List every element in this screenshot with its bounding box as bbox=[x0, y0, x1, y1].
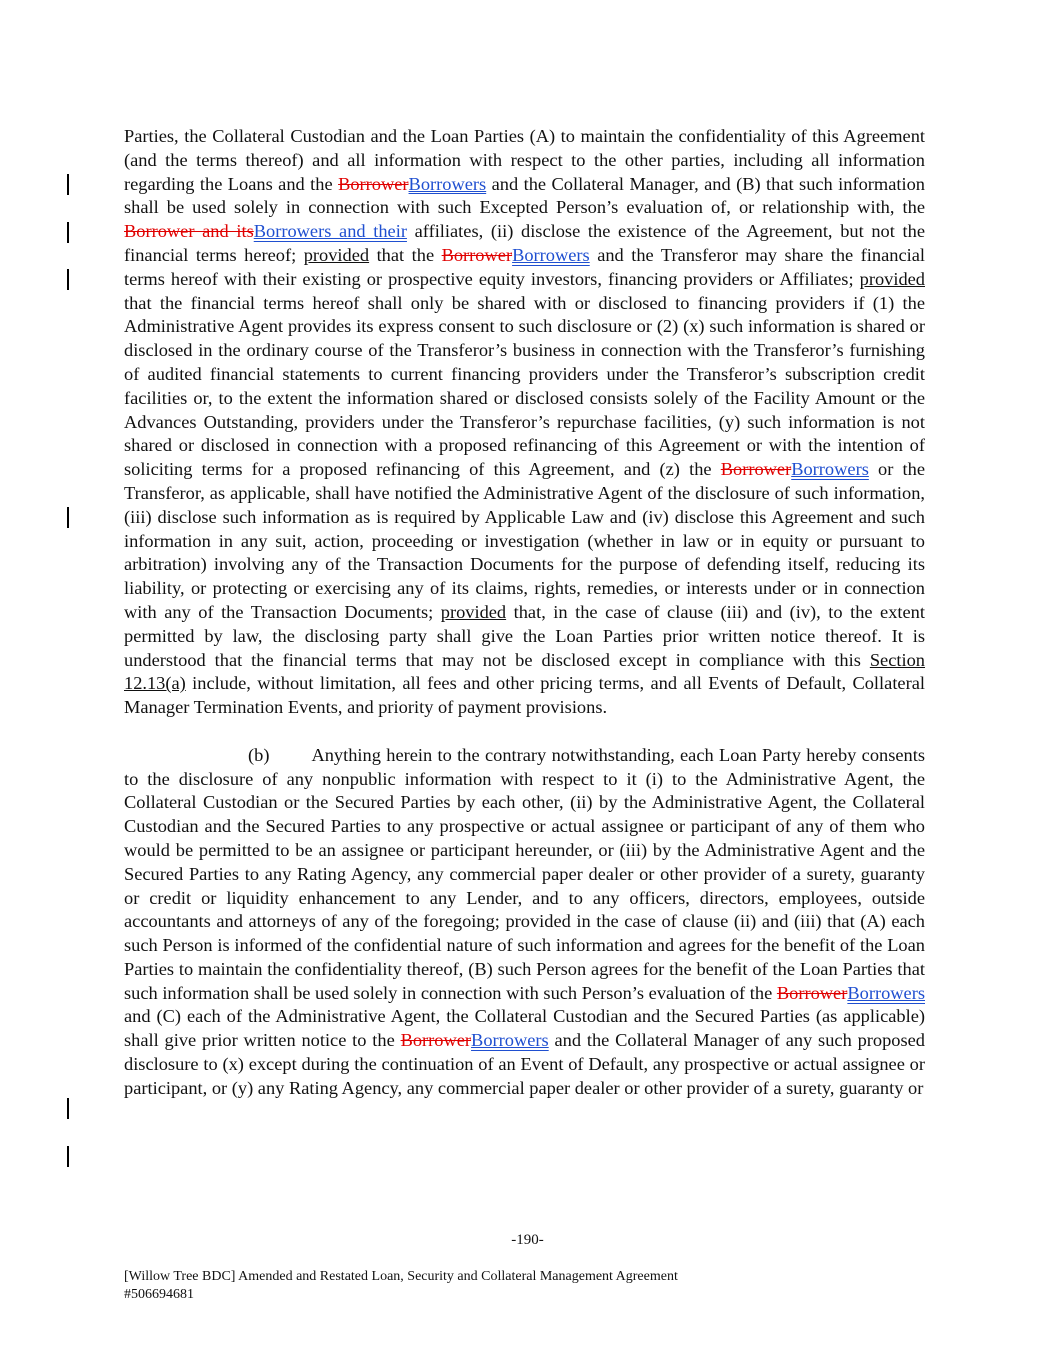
revision-bar bbox=[67, 507, 69, 528]
text-run: affiliates, (ii) disclose the existence of the Agreement, but not the financial terms hereof; bbox=[124, 221, 925, 265]
paragraph-a bbox=[124, 125, 925, 720]
deleted-text: Borrower and its bbox=[124, 221, 254, 242]
inserted-text: Borrowers bbox=[791, 459, 869, 480]
underlined-term: provided bbox=[440, 601, 507, 622]
revision-bar bbox=[67, 174, 69, 195]
footer-title: [Willow Tree BDC] Amended and Restated Loan, Security and Collateral Management Agreement bbox=[124, 1269, 678, 1284]
revision-bar bbox=[67, 269, 69, 290]
footer-doc-id: #506694681 bbox=[124, 1287, 194, 1302]
revision-bar bbox=[67, 1098, 69, 1119]
deleted-text: Borrower bbox=[400, 1030, 472, 1051]
clause-label: (b) bbox=[248, 744, 270, 765]
underlined-term: provided bbox=[303, 244, 370, 265]
inserted-text: Borrowers and their bbox=[253, 221, 407, 242]
body-text bbox=[124, 125, 925, 1101]
text-run: Parties, the Collateral Custodian and the Loan Parties (A) to maintain the confidentiality of this Agreement (and the terms thereof) and all information with respect to the other parties, including all information regarding the Loans and the bbox=[124, 126, 925, 194]
text-run: Anything herein to the contrary notwithstanding, each Loan Party hereby consents to the disclosure of any nonpublic information with respect to it (i) to the Administrative Agent, the Collateral Custodian or the Secured Parties by each other, (ii) by the Administrative Agent, the Collateral Custodian and the Secured Parties to any prospective or actual assignee or participant of any of them who would be permitted to be an assignee or participant hereunder, or (iii) by the Administrative Agent and the Secured Parties to any Rating Agency, any commercial paper dealer or other provider of a surety, guaranty or credit or liquidity enhancement to any Lender, and to any officers, directors, employees, outside accountants and attorneys of any of the foregoing; provided in the case of clause (ii) and (iii) that (A) each such Person is informed of the confidential nature of such information and agrees for the benefit of the Loan Parties to maintain the confidentiality thereof, (B) such Person agrees for the benefit of the Loan Parties that such information shall be used solely in connection with such Person’s evaluation of the bbox=[124, 744, 925, 1003]
underlined-term: provided bbox=[859, 268, 925, 289]
deleted-text: Borrower bbox=[720, 459, 792, 480]
text-run: that, in the case of clause (iii) and (iv), to the extent permitted by law, the disclosing party shall give the Loan Parties prior written notice thereof. It is understood that the financial terms that may not be disclosed except in compliance with this bbox=[124, 601, 925, 670]
section-reference: Section 12.13(a) bbox=[124, 649, 925, 694]
inserted-text: Borrowers bbox=[847, 982, 925, 1003]
text-run: that the financial terms hereof shall only be shared with or disclosed to financing providers if (1) the Administrative Agent provides its express consent to such disclosure or (2) (x) such information is shared or disclosed in the ordinary course of the Transferor’s business in connection with the Transferor’s furnishing of audited financial statements to current financing providers under the Transferor’s subscription credit facilities or, to the extent the information shared or disclosed consists solely of the Facility Amount or the Advances Outstanding, providers under the Transferor’s repurchase facilities, (y) such information is not shared or disclosed in connection with a proposed refinancing of this Agreement or with the intention of soliciting terms for a proposed refinancing of this Agreement, and (z) the bbox=[124, 292, 925, 480]
revision-bar bbox=[67, 1146, 69, 1167]
page-number: -190- bbox=[511, 1232, 544, 1248]
inserted-text: Borrowers bbox=[471, 1030, 549, 1051]
text-run: and the Transferor may share the financial terms hereof with their existing or prospective equity investors, financing providers or Affiliates; bbox=[124, 244, 926, 289]
inserted-text: Borrowers bbox=[408, 173, 487, 194]
text-run: or the Transferor, as applicable, shall have notified the Administrative Agent of the disclosure of such information, (iii) disclose such information as is required by Applicable Law and (iv) disclose this Agreement and such information in any suit, action, proceeding or investigation (whether in law or in equity or pursuant to arbitration) involving any of the Transaction Documents for the purpose of defending itself, reducing its liability, or protecting or exercising any of its claims, rights, remedies, or interests under or in connection with any of the Transaction Documents; bbox=[124, 459, 925, 622]
paragraph-b bbox=[124, 744, 925, 1101]
text-run: and the Collateral Manager of any such proposed disclosure to (x) except during the continuation of an Event of Default, any prospective or actual assignee or participant, or (y) any Rating Agency, any commercial paper dealer or other provider of a surety, guaranty or bbox=[124, 1030, 925, 1098]
deleted-text: Borrower bbox=[441, 244, 513, 265]
text-run: and the Collateral Manager, and (B) that such information shall be used solely in connection with such Excepted Person’s evaluation of, or relationship with, the bbox=[124, 173, 925, 218]
footer bbox=[124, 1268, 678, 1304]
text-run: include, without limitation, all fees and other pricing terms, and all Events of Default, Collateral Manager Termination Events, and priority of payment provisions. bbox=[124, 673, 925, 718]
inserted-text: Borrowers bbox=[512, 244, 590, 265]
text-run: and (C) each of the Administrative Agent, the Collateral Custodian and the Secured Parties (as applicable) shall give prior written notice to the bbox=[124, 1006, 925, 1051]
text-run: that the bbox=[369, 244, 442, 265]
deleted-text: Borrower bbox=[776, 982, 848, 1003]
revision-bar bbox=[67, 222, 69, 243]
deleted-text: Borrower bbox=[338, 173, 409, 194]
